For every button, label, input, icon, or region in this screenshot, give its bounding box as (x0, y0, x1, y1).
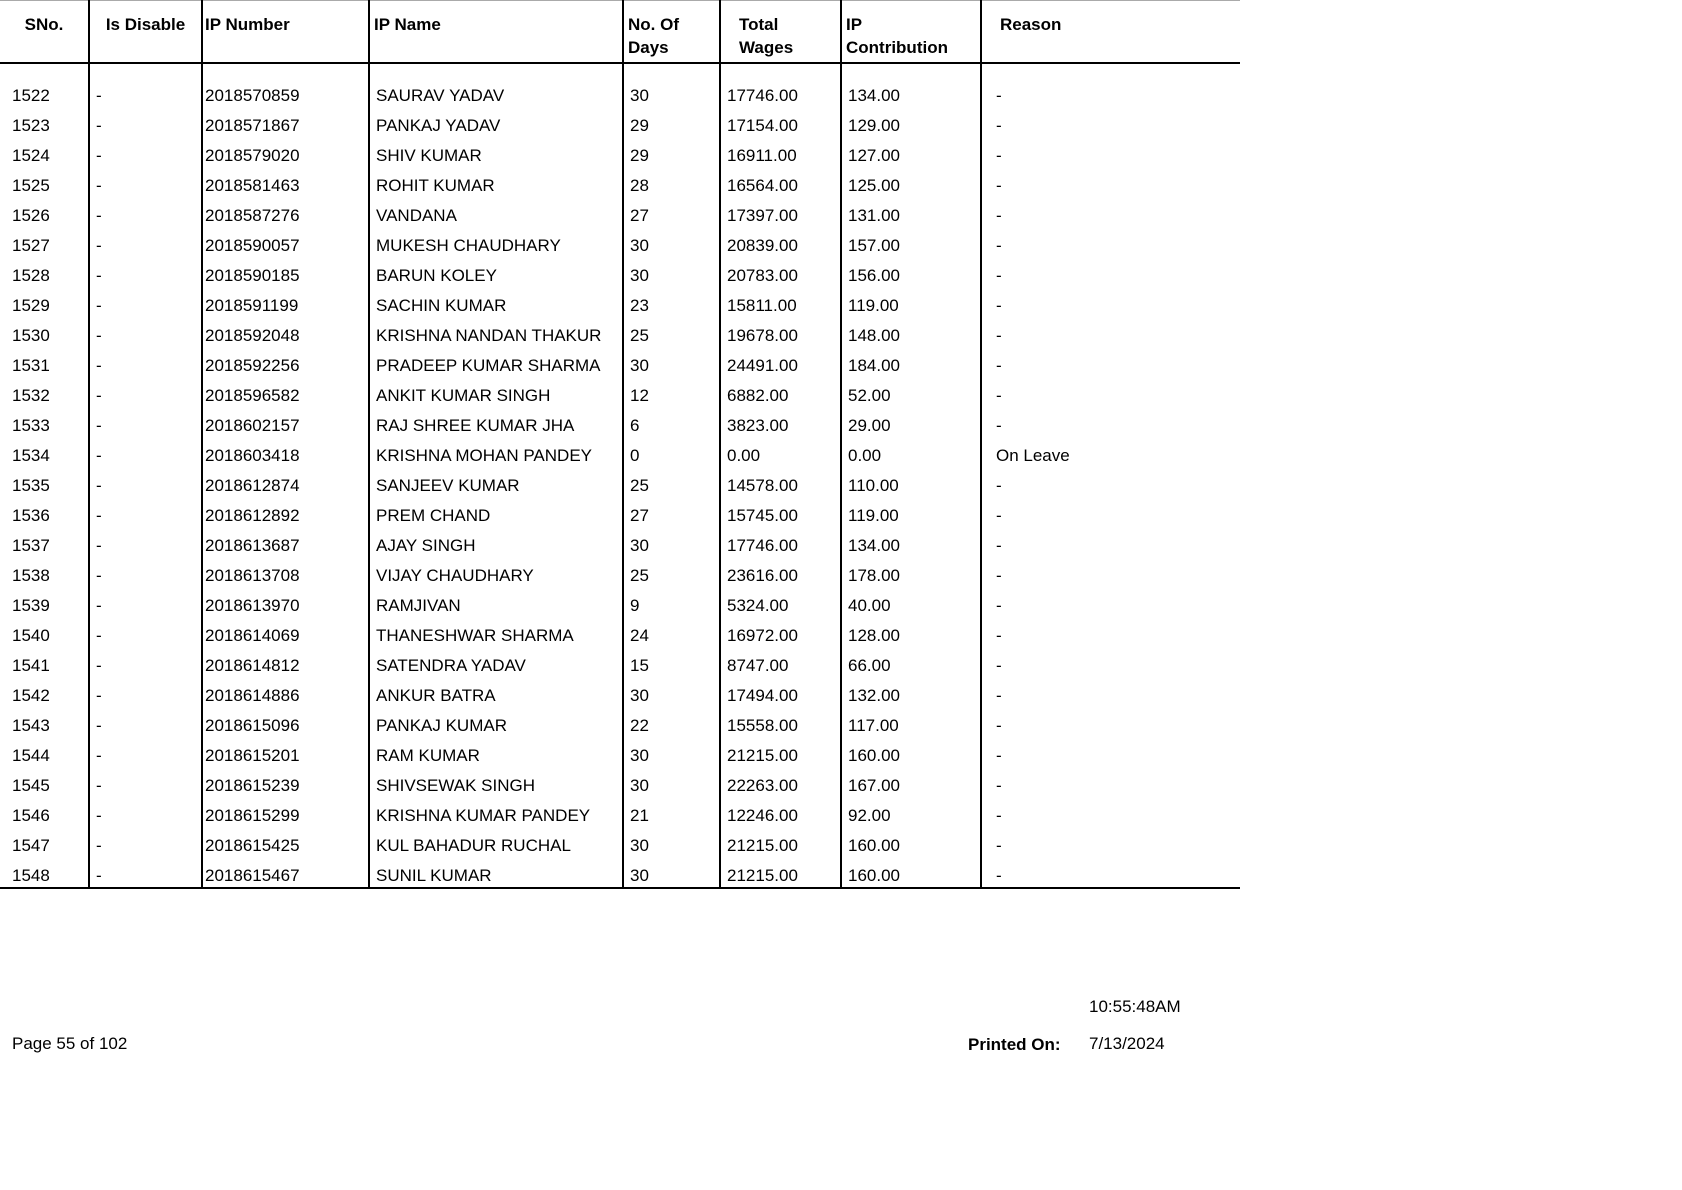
cell-sno: 1545 (12, 776, 50, 795)
cell-ip-number: 2018615299 (202, 799, 369, 829)
cell-ip-name: RAM KUMAR (369, 739, 623, 769)
table-row (0, 229, 1240, 259)
cell-sno: 1532 (12, 386, 50, 405)
table-row (0, 409, 1240, 439)
table-row (0, 799, 1240, 829)
page-number: Page 55 of 102 (12, 1034, 128, 1053)
cell-days: 25 (623, 559, 720, 589)
cell-is-disable: - (89, 229, 202, 259)
cell-days: 9 (623, 589, 720, 619)
cell-ip-number: 2018612874 (202, 469, 369, 499)
cell-reason: - (981, 529, 1240, 559)
printed-date: 7/13/2024 (1089, 1034, 1165, 1053)
cell-total-wages: 16972.00 (720, 619, 841, 649)
cell-ip-name: PREM CHAND (369, 499, 623, 529)
cell-ip-contribution: 29.00 (841, 409, 981, 439)
cell-ip-name: SHIVSEWAK SINGH (369, 769, 623, 799)
cell-is-disable: - (89, 379, 202, 409)
cell-ip-name: AJAY SINGH (369, 529, 623, 559)
cell-sno: 1540 (12, 626, 50, 645)
cell-reason: - (981, 859, 1240, 888)
cell-days: 30 (623, 769, 720, 799)
cell-sno: 1529 (12, 296, 50, 315)
cell-days: 30 (623, 859, 720, 888)
cell-days: 27 (623, 499, 720, 529)
cell-reason: - (981, 379, 1240, 409)
header-total-wages: Total Wages (720, 1, 841, 64)
cell-days: 30 (623, 829, 720, 859)
cell-total-wages: 24491.00 (720, 349, 841, 379)
cell-sno: 1537 (12, 536, 50, 555)
cell-total-wages: 19678.00 (720, 319, 841, 349)
cell-ip-contribution: 110.00 (841, 469, 981, 499)
cell-total-wages: 17494.00 (720, 679, 841, 709)
cell-days: 27 (623, 199, 720, 229)
cell-ip-contribution: 127.00 (841, 139, 981, 169)
cell-ip-number: 2018615096 (202, 709, 369, 739)
cell-reason: - (981, 709, 1240, 739)
cell-days: 30 (623, 529, 720, 559)
cell-ip-name: PANKAJ KUMAR (369, 709, 623, 739)
cell-ip-number: 2018614812 (202, 649, 369, 679)
cell-ip-number: 2018590057 (202, 229, 369, 259)
cell-is-disable: - (89, 139, 202, 169)
cell-ip-number: 2018614886 (202, 679, 369, 709)
cell-ip-number: 2018615201 (202, 739, 369, 769)
cell-ip-number: 2018570859 (202, 63, 369, 109)
cell-ip-name: ANKIT KUMAR SINGH (369, 379, 623, 409)
cell-sno: 1525 (12, 176, 50, 195)
cell-sno: 1546 (12, 806, 50, 825)
cell-days: 21 (623, 799, 720, 829)
cell-ip-contribution: 148.00 (841, 319, 981, 349)
cell-days: 30 (623, 739, 720, 769)
cell-ip-number: 2018581463 (202, 169, 369, 199)
table-row (0, 679, 1240, 709)
table-body (0, 63, 1240, 888)
header-no-of-days: No. Of Days (623, 1, 720, 64)
table-row (0, 499, 1240, 529)
table-row (0, 169, 1240, 199)
cell-sno: 1538 (12, 566, 50, 585)
cell-is-disable: - (89, 439, 202, 469)
cell-total-wages: 17154.00 (720, 109, 841, 139)
cell-ip-number: 2018579020 (202, 139, 369, 169)
cell-sno: 1542 (12, 686, 50, 705)
cell-ip-name: KUL BAHADUR RUCHAL (369, 829, 623, 859)
table-row (0, 529, 1240, 559)
cell-sno: 1539 (12, 596, 50, 615)
cell-ip-number: 2018615467 (202, 859, 369, 888)
table-row (0, 829, 1240, 859)
cell-ip-name: THANESHWAR SHARMA (369, 619, 623, 649)
table-row (0, 319, 1240, 349)
cell-ip-number: 2018613970 (202, 589, 369, 619)
cell-is-disable: - (89, 319, 202, 349)
header-ip-number: IP Number (202, 1, 369, 64)
cell-days: 6 (623, 409, 720, 439)
cell-ip-number: 2018590185 (202, 259, 369, 289)
cell-ip-name: SUNIL KUMAR (369, 859, 623, 888)
table-row (0, 379, 1240, 409)
cell-is-disable: - (89, 709, 202, 739)
cell-ip-number: 2018587276 (202, 199, 369, 229)
cell-sno: 1534 (12, 446, 50, 465)
cell-ip-name: PRADEEP KUMAR SHARMA (369, 349, 623, 379)
cell-days: 30 (623, 349, 720, 379)
cell-days: 23 (623, 289, 720, 319)
cell-reason: - (981, 259, 1240, 289)
cell-ip-contribution: 52.00 (841, 379, 981, 409)
header-ip-contribution: IP Contribution (841, 1, 981, 64)
cell-is-disable: - (89, 769, 202, 799)
cell-ip-name: SATENDRA YADAV (369, 649, 623, 679)
cell-is-disable: - (89, 739, 202, 769)
cell-days: 29 (623, 139, 720, 169)
cell-days: 29 (623, 109, 720, 139)
cell-ip-name: SAURAV YADAV (369, 63, 623, 109)
cell-ip-name: BARUN KOLEY (369, 259, 623, 289)
cell-ip-contribution: 156.00 (841, 259, 981, 289)
cell-sno: 1536 (12, 506, 50, 525)
cell-ip-number: 2018614069 (202, 619, 369, 649)
cell-days: 0 (623, 439, 720, 469)
cell-days: 25 (623, 469, 720, 499)
cell-days: 25 (623, 319, 720, 349)
cell-ip-number: 2018613708 (202, 559, 369, 589)
cell-sno: 1547 (12, 836, 50, 855)
cell-reason: - (981, 829, 1240, 859)
cell-ip-name: KRISHNA MOHAN PANDEY (369, 439, 623, 469)
cell-ip-name: SANJEEV KUMAR (369, 469, 623, 499)
cell-is-disable: - (89, 859, 202, 888)
cell-days: 28 (623, 169, 720, 199)
cell-sno: 1535 (12, 476, 50, 495)
cell-sno: 1543 (12, 716, 50, 735)
cell-ip-contribution: 167.00 (841, 769, 981, 799)
cell-days: 12 (623, 379, 720, 409)
cell-total-wages: 6882.00 (720, 379, 841, 409)
cell-total-wages: 21215.00 (720, 739, 841, 769)
table-row (0, 769, 1240, 799)
cell-ip-name: RAJ SHREE KUMAR JHA (369, 409, 623, 439)
table-row (0, 619, 1240, 649)
cell-is-disable: - (89, 469, 202, 499)
cell-ip-contribution: 129.00 (841, 109, 981, 139)
cell-ip-contribution: 160.00 (841, 739, 981, 769)
cell-ip-name: ANKUR BATRA (369, 679, 623, 709)
cell-reason: On Leave (981, 439, 1240, 469)
cell-ip-name: ROHIT KUMAR (369, 169, 623, 199)
printed-on-label: Printed On: (968, 1035, 1061, 1054)
table-row (0, 709, 1240, 739)
cell-ip-name: VANDANA (369, 199, 623, 229)
cell-ip-name: PANKAJ YADAV (369, 109, 623, 139)
cell-sno: 1524 (12, 146, 50, 165)
table-row (0, 63, 1240, 109)
cell-ip-number: 2018596582 (202, 379, 369, 409)
cell-ip-number: 2018615425 (202, 829, 369, 859)
table-row (0, 109, 1240, 139)
cell-total-wages: 21215.00 (720, 859, 841, 888)
cell-reason: - (981, 679, 1240, 709)
cell-sno: 1528 (12, 266, 50, 285)
table-row (0, 469, 1240, 499)
cell-ip-contribution: 40.00 (841, 589, 981, 619)
table-row (0, 199, 1240, 229)
cell-total-wages: 16911.00 (720, 139, 841, 169)
cell-ip-contribution: 134.00 (841, 529, 981, 559)
cell-reason: - (981, 63, 1240, 109)
cell-reason: - (981, 649, 1240, 679)
cell-total-wages: 23616.00 (720, 559, 841, 589)
cell-total-wages: 5324.00 (720, 589, 841, 619)
cell-is-disable: - (89, 679, 202, 709)
cell-ip-number: 2018615239 (202, 769, 369, 799)
cell-is-disable: - (89, 799, 202, 829)
cell-ip-number: 2018612892 (202, 499, 369, 529)
cell-ip-name: SHIV KUMAR (369, 139, 623, 169)
cell-days: 15 (623, 649, 720, 679)
cell-reason: - (981, 739, 1240, 769)
cell-total-wages: 15811.00 (720, 289, 841, 319)
cell-reason: - (981, 109, 1240, 139)
cell-total-wages: 0.00 (720, 439, 841, 469)
cell-sno: 1548 (0, 859, 89, 888)
cell-total-wages: 3823.00 (720, 409, 841, 439)
cell-is-disable: - (89, 559, 202, 589)
cell-reason: - (981, 619, 1240, 649)
cell-ip-number: 2018571867 (202, 109, 369, 139)
table-row (0, 649, 1240, 679)
cell-ip-contribution: 160.00 (841, 859, 981, 888)
cell-is-disable: - (89, 259, 202, 289)
cell-is-disable: - (89, 409, 202, 439)
cell-total-wages: 14578.00 (720, 469, 841, 499)
cell-total-wages: 22263.00 (720, 769, 841, 799)
cell-reason: - (981, 589, 1240, 619)
cell-total-wages: 17746.00 (720, 529, 841, 559)
cell-is-disable: - (89, 63, 202, 109)
cell-total-wages: 8747.00 (720, 649, 841, 679)
table-row (0, 439, 1240, 469)
cell-ip-name: MUKESH CHAUDHARY (369, 229, 623, 259)
table-header-row (0, 1, 1240, 64)
cell-total-wages: 17397.00 (720, 199, 841, 229)
cell-reason: - (981, 499, 1240, 529)
cell-ip-contribution: 134.00 (841, 63, 981, 109)
cell-total-wages: 15558.00 (720, 709, 841, 739)
cell-days: 30 (623, 679, 720, 709)
cell-total-wages: 21215.00 (720, 829, 841, 859)
cell-ip-contribution: 128.00 (841, 619, 981, 649)
cell-reason: - (981, 799, 1240, 829)
cell-days: 24 (623, 619, 720, 649)
cell-sno: 1527 (12, 236, 50, 255)
cell-ip-contribution: 178.00 (841, 559, 981, 589)
cell-is-disable: - (89, 109, 202, 139)
cell-total-wages: 17746.00 (720, 63, 841, 109)
cell-sno: 1523 (12, 116, 50, 135)
cell-total-wages: 12246.00 (720, 799, 841, 829)
cell-is-disable: - (89, 829, 202, 859)
cell-ip-contribution: 184.00 (841, 349, 981, 379)
cell-sno: 1522 (12, 86, 50, 105)
cell-total-wages: 16564.00 (720, 169, 841, 199)
cell-total-wages: 20839.00 (720, 229, 841, 259)
cell-days: 30 (623, 63, 720, 109)
cell-sno: 1530 (12, 326, 50, 345)
cell-ip-number: 2018592048 (202, 319, 369, 349)
cell-reason: - (981, 199, 1240, 229)
cell-reason: - (981, 409, 1240, 439)
cell-ip-contribution: 117.00 (841, 709, 981, 739)
cell-ip-contribution: 160.00 (841, 829, 981, 859)
cell-ip-number: 2018592256 (202, 349, 369, 379)
table-row (0, 259, 1240, 289)
cell-is-disable: - (89, 199, 202, 229)
cell-days: 22 (623, 709, 720, 739)
table-row (0, 739, 1240, 769)
cell-ip-contribution: 131.00 (841, 199, 981, 229)
cell-ip-contribution: 157.00 (841, 229, 981, 259)
cell-ip-name: RAMJIVAN (369, 589, 623, 619)
cell-reason: - (981, 559, 1240, 589)
cell-is-disable: - (89, 289, 202, 319)
cell-ip-number: 2018613687 (202, 529, 369, 559)
cell-is-disable: - (89, 589, 202, 619)
cell-is-disable: - (89, 529, 202, 559)
header-is-disable: Is Disable (89, 1, 202, 64)
cell-reason: - (981, 289, 1240, 319)
cell-ip-number: 2018603418 (202, 439, 369, 469)
cell-sno: 1544 (12, 746, 50, 765)
cell-ip-name: KRISHNA NANDAN THAKUR (369, 319, 623, 349)
table-row (0, 349, 1240, 379)
table-row (0, 589, 1240, 619)
table-row (0, 559, 1240, 589)
cell-is-disable: - (89, 169, 202, 199)
cell-ip-contribution: 0.00 (841, 439, 981, 469)
cell-ip-contribution: 92.00 (841, 799, 981, 829)
cell-reason: - (981, 169, 1240, 199)
header-ip-name: IP Name (369, 1, 623, 64)
cell-reason: - (981, 769, 1240, 799)
cell-total-wages: 20783.00 (720, 259, 841, 289)
cell-ip-contribution: 66.00 (841, 649, 981, 679)
cell-sno: 1541 (12, 656, 50, 675)
table-row (0, 859, 1240, 888)
cell-ip-contribution: 119.00 (841, 289, 981, 319)
cell-is-disable: - (89, 499, 202, 529)
cell-sno: 1526 (12, 206, 50, 225)
cell-is-disable: - (89, 349, 202, 379)
cell-reason: - (981, 469, 1240, 499)
table-row (0, 289, 1240, 319)
cell-ip-number: 2018591199 (202, 289, 369, 319)
cell-sno: 1531 (12, 356, 50, 375)
cell-sno: 1533 (12, 416, 50, 435)
cell-reason: - (981, 229, 1240, 259)
cell-reason: - (981, 349, 1240, 379)
cell-days: 30 (623, 229, 720, 259)
cell-days: 30 (623, 259, 720, 289)
cell-total-wages: 15745.00 (720, 499, 841, 529)
cell-ip-name: VIJAY CHAUDHARY (369, 559, 623, 589)
cell-is-disable: - (89, 649, 202, 679)
header-reason: Reason (981, 1, 1240, 64)
cell-is-disable: - (89, 619, 202, 649)
cell-ip-contribution: 125.00 (841, 169, 981, 199)
cell-reason: - (981, 319, 1240, 349)
cell-ip-contribution: 119.00 (841, 499, 981, 529)
header-sno: SNo. (0, 1, 89, 64)
cell-ip-name: SACHIN KUMAR (369, 289, 623, 319)
cell-ip-number: 2018602157 (202, 409, 369, 439)
table-row (0, 139, 1240, 169)
print-time: 10:55:48AM (1089, 997, 1181, 1016)
cell-ip-contribution: 132.00 (841, 679, 981, 709)
cell-ip-name: KRISHNA KUMAR PANDEY (369, 799, 623, 829)
cell-reason: - (981, 139, 1240, 169)
